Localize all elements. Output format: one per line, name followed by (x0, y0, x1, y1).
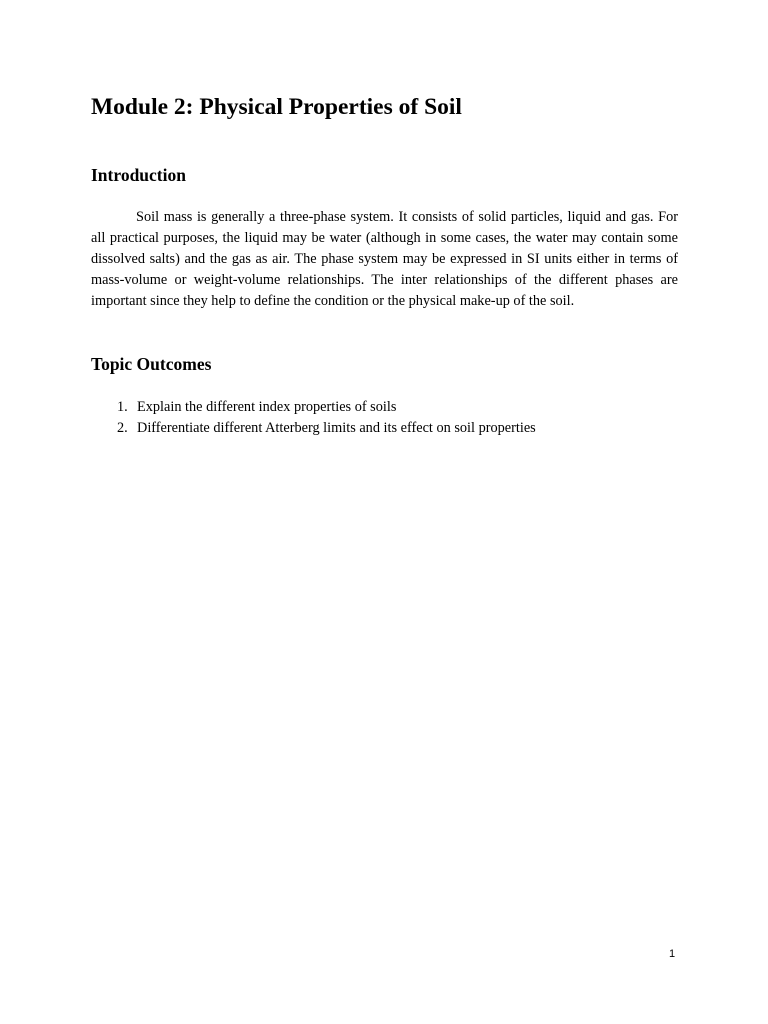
list-item-number: 2. (117, 420, 128, 436)
list-item-number: 1. (117, 399, 128, 415)
introduction-paragraph: Soil mass is generally a three-phase system. It consists of solid particles, liquid and gas. For all practical purposes, the liquid may be water (although in some cases, the water may contain some dissolved salts) and the gas as air. The phase system may be expressed in SI units either in terms of mass-volume or weight-volume relationships. The inter relationships of the different phases are important since they help to define the condition or the physical make-up of the soil. (91, 209, 678, 309)
list-item-text: Explain the different index properties of soils (137, 399, 397, 415)
introduction-heading: Introduction (91, 165, 186, 185)
list-item (91, 397, 536, 418)
list-item-text: Differentiate different Atterberg limits and its effect on soil properties (137, 420, 536, 436)
list-item (91, 418, 536, 439)
page-number: 1 (669, 948, 676, 960)
topic-outcomes-heading: Topic Outcomes (91, 354, 212, 374)
page-title: Module 2: Physical Properties of Soil (91, 94, 462, 120)
topic-outcomes-list (91, 397, 536, 439)
